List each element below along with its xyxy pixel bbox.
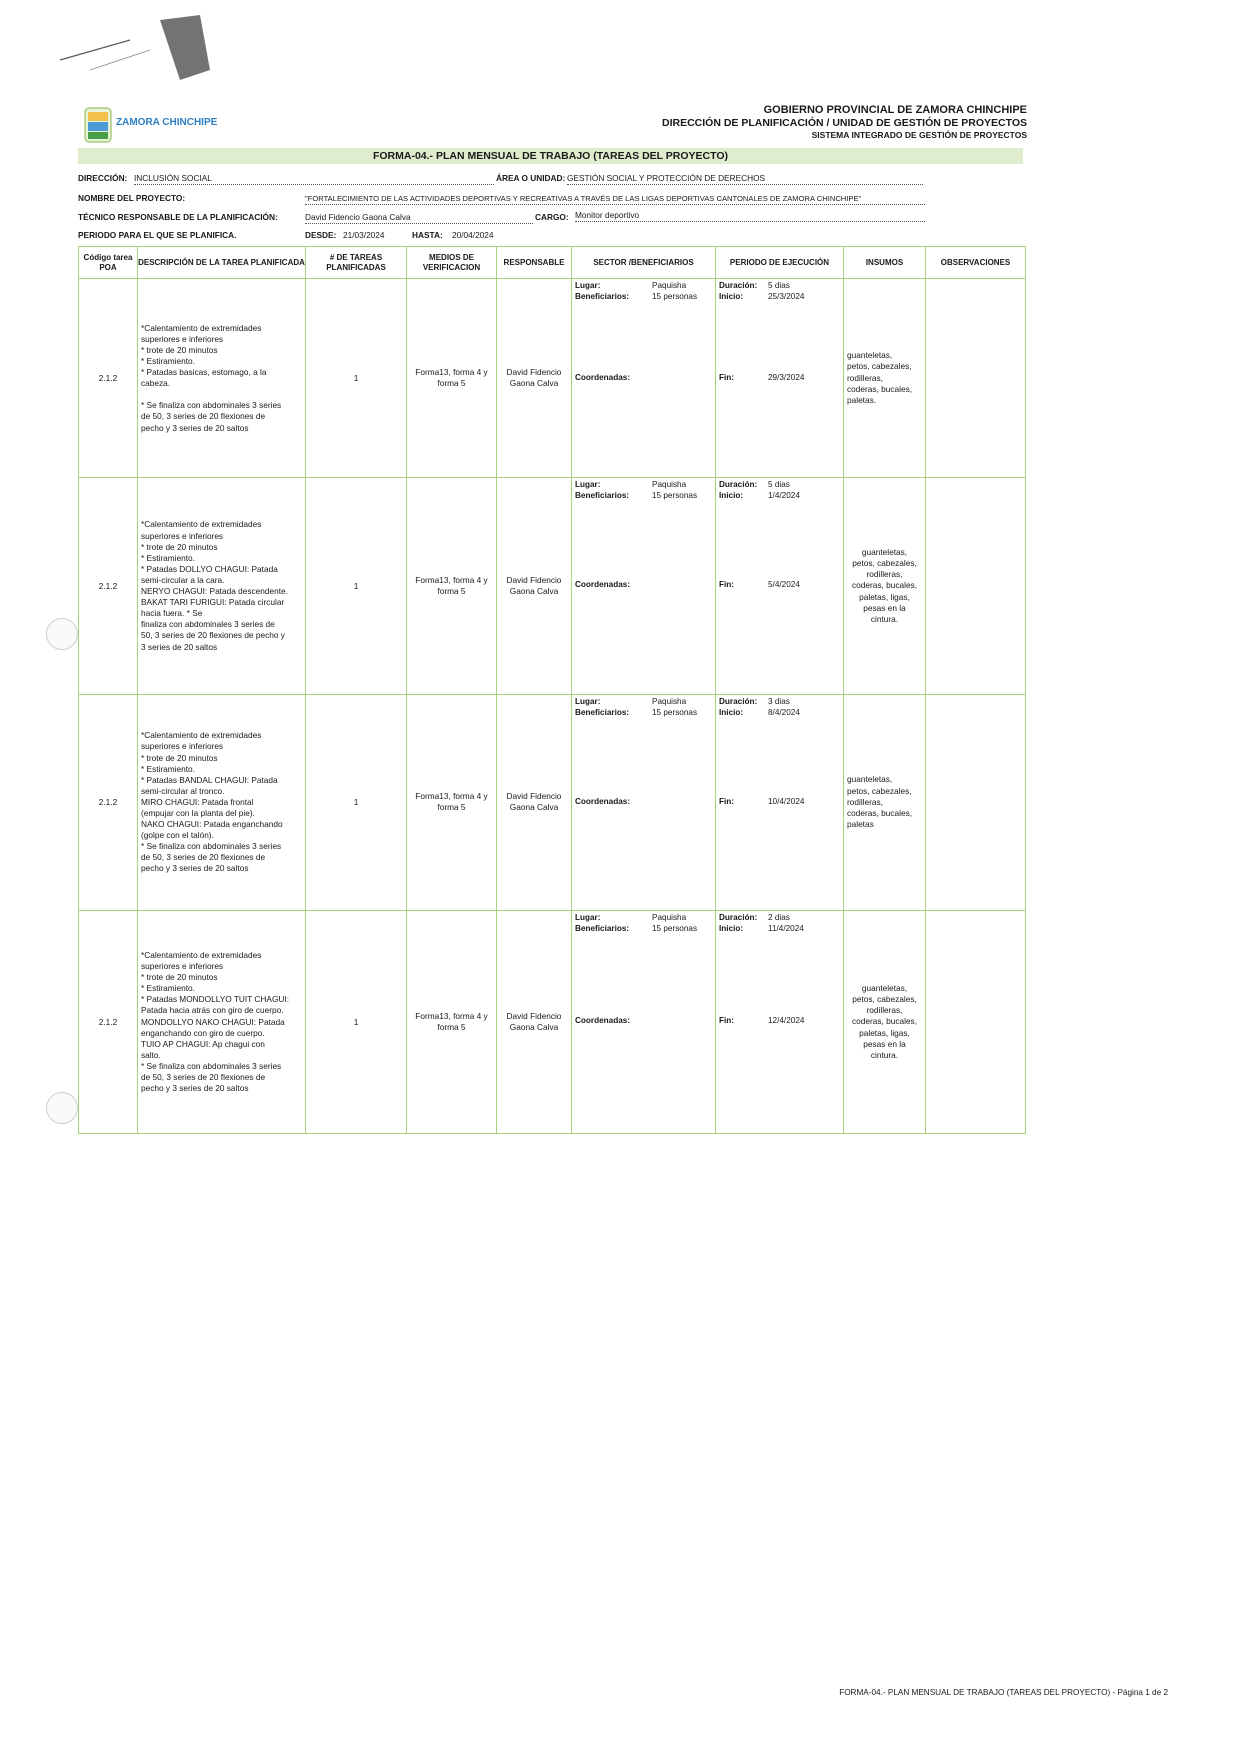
punch-hole <box>46 1092 78 1124</box>
text-line: superiores e inferiores <box>141 530 224 541</box>
duracion-label: Duración: <box>719 281 758 290</box>
text-line: paletas <box>847 819 874 830</box>
text-line: superiores e inferiores <box>141 961 224 972</box>
text-line: hacia fuera. * Se <box>141 608 203 619</box>
text-line: de 50, 3 series de 20 flexiones de <box>141 852 266 863</box>
cargo-label: CARGO: <box>535 212 569 222</box>
text-line: rodilleras, <box>847 372 883 383</box>
description-cell <box>138 279 306 478</box>
fin-value: 5/4/2024 <box>768 580 800 590</box>
text-line: NERYO CHAGUI: Patada descendente. <box>141 586 288 597</box>
text-line: coderas, bucales, <box>851 580 918 591</box>
medios-cell <box>407 478 497 694</box>
inicio-label: Inicio: <box>719 491 744 501</box>
text-line: 3 series de 20 saltos <box>141 641 218 652</box>
text-line: de 50, 3 series de 20 flexiones de <box>141 411 266 422</box>
text-line: paletas, ligas, <box>859 591 910 602</box>
text-line: 50, 3 series de 20 flexiones de pecho y <box>141 630 285 641</box>
periodo-cell <box>716 478 844 694</box>
proyecto-value: "FORTALECIMIENTO DE LAS ACTIVIDADES DEPORTIVAS Y RECREATIVAS A TRAVÉS DE LAS LIGAS DEPORTIVAS CANTONALES DE ZAMORA CHINCHIPE" <box>305 193 925 205</box>
lugar-label: Lugar: <box>575 281 601 290</box>
text-line: pesas en la <box>863 602 906 613</box>
text-line: *Calentamiento de extremidades <box>141 519 262 530</box>
lugar-label: Lugar: <box>575 913 601 923</box>
text-line: coderas, bucales, <box>847 383 913 394</box>
insumos-cell <box>844 694 926 910</box>
hasta-label: HASTA: <box>412 230 443 240</box>
text-line: rodilleras, <box>866 1005 903 1016</box>
lugar-value: Paquisha <box>652 480 687 490</box>
sector-cell <box>572 478 716 694</box>
responsable-cell <box>497 694 572 910</box>
fin-label: Fin: <box>719 580 735 590</box>
observaciones-cell <box>926 694 1026 910</box>
responsable-cell <box>497 478 572 694</box>
column-header: RESPONSABLE <box>497 247 572 279</box>
punch-hole <box>46 618 78 650</box>
lugar-value: Paquisha <box>652 281 687 290</box>
text-line: salto. <box>141 1049 161 1060</box>
text-line: * trote de 20 minutos <box>141 972 218 983</box>
code-cell: 2.1.2 <box>79 279 138 478</box>
text-line <box>141 389 302 400</box>
insumos-cell <box>844 279 926 478</box>
inicio-label: Inicio: <box>719 924 744 934</box>
text-line: David Fidencio <box>506 575 562 586</box>
zamora-chinchipe-logo <box>84 105 218 147</box>
text-line: Forma13, forma 4 y <box>415 1011 488 1022</box>
text-line: * Patadas DOLLYO CHAGUI: Patada <box>141 563 278 574</box>
text-line: enganchando con giro de cuerpo. <box>141 1027 265 1038</box>
duracion-label: Duración: <box>719 913 758 923</box>
gov-line: GOBIERNO PROVINCIAL DE ZAMORA CHINCHIPE <box>763 104 1027 116</box>
tecnico-label: TÉCNICO RESPONSABLE DE LA PLANIFICACIÓN: <box>78 212 278 222</box>
text-line: forma 5 <box>437 1022 466 1033</box>
inicio-value: 8/4/2024 <box>768 707 800 717</box>
duracion-label: Duración: <box>719 696 758 706</box>
text-line: * Se finaliza con abdominales 3 series <box>141 400 282 411</box>
text-line: rodilleras, <box>847 796 883 807</box>
text-line: semi-circular al tronco. <box>141 785 225 796</box>
beneficiarios-value: 15 personas <box>652 292 698 301</box>
text-line: Gaona Calva <box>509 1022 559 1033</box>
scan-artifact <box>50 10 230 90</box>
text-line: guanteletas, <box>861 546 908 557</box>
text-line: TUIO AP CHAGUI: Ap chagui con <box>141 1038 265 1049</box>
medios-cell <box>407 279 497 478</box>
observaciones-cell <box>926 911 1026 1134</box>
text-line: (golpe con el talón). <box>141 830 214 841</box>
code-cell: 2.1.2 <box>79 478 138 694</box>
text-line: Gaona Calva <box>509 378 559 389</box>
text-line: MIRO CHAGUI: Patada frontal <box>141 796 254 807</box>
beneficiarios-value: 15 personas <box>652 924 698 934</box>
code-cell: 2.1.2 <box>79 911 138 1134</box>
fin-label: Fin: <box>719 373 735 382</box>
fin-value: 10/4/2024 <box>768 796 805 806</box>
duracion-value: 3 dias <box>768 696 790 706</box>
text-line: (empujar con la planta del pie). <box>141 808 255 818</box>
duracion-label: Duración: <box>719 480 758 490</box>
coordenadas-label: Coordenadas: <box>575 580 631 590</box>
tasks-count-cell: 1 <box>306 694 407 910</box>
table-row <box>79 279 1026 478</box>
text-line: petos, cabezales, <box>852 993 917 1004</box>
table-row <box>79 911 1026 1134</box>
column-header: MEDIOS DE VERIFICACION <box>407 247 497 279</box>
text-line: forma 5 <box>437 802 466 813</box>
coordenadas-label: Coordenadas: <box>575 796 631 806</box>
sector-cell <box>572 911 716 1134</box>
beneficiarios-value: 15 personas <box>652 707 698 717</box>
text-line: Gaona Calva <box>509 802 559 813</box>
fin-value: 29/3/2024 <box>768 373 805 382</box>
text-line: superiores e inferiores <box>141 741 224 752</box>
column-header: # DE TAREAS PLANIFICADAS <box>306 247 407 279</box>
text-line: guanteletas, <box>861 982 908 993</box>
area-label: ÁREA O UNIDAD: <box>496 173 566 183</box>
insumos-cell <box>844 478 926 694</box>
observaciones-cell <box>926 279 1026 478</box>
lugar-label: Lugar: <box>575 696 601 706</box>
task-table <box>78 246 1026 1134</box>
logo-text: ZAMORA CHINCHIPE <box>116 117 218 128</box>
text-line: paletas. <box>847 395 877 406</box>
text-line: guanteletas, <box>847 349 893 360</box>
text-line: Forma13, forma 4 y <box>415 791 488 802</box>
text-line: * trote de 20 minutos <box>141 752 218 763</box>
table-row <box>79 478 1026 694</box>
inicio-value: 1/4/2024 <box>768 491 800 501</box>
beneficiarios-value: 15 personas <box>652 491 698 501</box>
coordenadas-label: Coordenadas: <box>575 373 631 382</box>
text-line: David Fidencio <box>506 791 562 802</box>
tasks-count-cell: 1 <box>306 279 407 478</box>
hasta-value: 20/04/2024 <box>452 230 494 240</box>
form-title: FORMA-04.- PLAN MENSUAL DE TRABAJO (TAREAS DEL PROYECTO) <box>78 148 1023 164</box>
inicio-value: 25/3/2024 <box>768 292 805 301</box>
responsable-cell <box>497 279 572 478</box>
lugar-label: Lugar: <box>575 480 601 490</box>
text-line: petos, cabezales, <box>852 557 917 568</box>
text-line: * Estiramiento. <box>141 552 195 563</box>
responsable-cell <box>497 911 572 1134</box>
page-footer: FORMA-04.- PLAN MENSUAL DE TRABAJO (TAREAS DEL PROYECTO) - Página 1 de 2 <box>839 1688 1168 1697</box>
text-line: cintura. <box>870 614 899 625</box>
description-cell <box>138 911 306 1134</box>
text-line: de 50, 3 series de 20 flexiones de <box>141 1072 266 1082</box>
text-line: * Se finaliza con abdominales 3 series <box>141 841 282 852</box>
text-line: * Patadas BANDAL CHAGUI: Patada <box>141 774 278 785</box>
medios-cell <box>407 694 497 910</box>
text-line: Patada hacia atrás con giro de cuerpo. <box>141 1005 284 1016</box>
column-header: PERIODO DE EJECUCIÓN <box>716 247 844 279</box>
beneficiarios-label: Beneficiarios: <box>575 292 630 301</box>
description-cell <box>138 478 306 694</box>
sector-cell <box>572 279 716 478</box>
tecnico-value: David Fidencio Gaona Calva <box>305 212 533 224</box>
lugar-value: Paquisha <box>652 696 687 706</box>
text-line: forma 5 <box>437 378 466 389</box>
periodo-label: PERIODO PARA EL QUE SE PLANIFICA. <box>78 230 237 240</box>
text-line: petos, cabezales, <box>847 361 912 372</box>
text-line: MONDOLLYO NAKO CHAGUI: Patada <box>141 1016 285 1027</box>
text-line: *Calentamiento de extremidades <box>141 322 262 333</box>
text-line: * Patadas basicas, estomago, a la <box>141 367 267 378</box>
sector-cell <box>572 694 716 910</box>
text-line: paletas, ligas, <box>859 1027 910 1038</box>
text-line: Forma13, forma 4 y <box>415 575 488 586</box>
fin-label: Fin: <box>719 1016 735 1026</box>
beneficiarios-label: Beneficiarios: <box>575 924 630 934</box>
tasks-count-cell: 1 <box>306 911 407 1134</box>
text-line: * trote de 20 minutos <box>141 344 218 355</box>
text-line: finaliza con abdominales 3 series de <box>141 619 275 630</box>
medios-cell <box>407 911 497 1134</box>
cargo-value: Monitor deportivo <box>575 210 925 222</box>
area-value: GESTIÓN SOCIAL Y PROTECCIÓN DE DERECHOS <box>567 173 923 185</box>
periodo-cell <box>716 279 844 478</box>
header-institution <box>662 104 1027 140</box>
inicio-value: 11/4/2024 <box>768 924 804 934</box>
column-header: DESCRIPCIÓN DE LA TAREA PLANIFICADA <box>138 247 306 279</box>
text-line: * Patadas MONDOLLYO TUIT CHAGUI: <box>141 994 290 1005</box>
insumos-cell <box>844 911 926 1134</box>
column-header: SECTOR /BENEFICIARIOS <box>572 247 716 279</box>
desde-label: DESDE: <box>305 230 337 240</box>
text-line: cabeza. <box>141 378 171 389</box>
text-line: petos, cabezales, <box>847 785 912 796</box>
duracion-value: 2 dias <box>768 913 790 923</box>
text-line: cintura. <box>870 1050 899 1061</box>
lugar-value: Paquisha <box>652 913 687 923</box>
periodo-cell <box>716 694 844 910</box>
desde-value: 21/03/2024 <box>343 230 385 240</box>
text-line: pecho y 3 series de 20 saltos <box>141 1083 249 1094</box>
duracion-value: 5 dias <box>768 281 790 290</box>
column-header: OBSERVACIONES <box>926 247 1026 279</box>
system-line: SISTEMA INTEGRADO DE GESTIÓN DE PROYECTOS <box>811 130 1027 140</box>
text-line: coderas, bucales, <box>847 808 913 819</box>
beneficiarios-label: Beneficiarios: <box>575 491 630 501</box>
text-line: NAKO CHAGUI: Patada enganchando <box>141 819 283 830</box>
proyecto-label: NOMBRE DEL PROYECTO: <box>78 193 186 203</box>
text-line: *Calentamiento de extremidades <box>141 949 262 960</box>
code-cell: 2.1.2 <box>79 694 138 910</box>
text-line: pecho y 3 series de 20 saltos <box>141 422 249 433</box>
text-line: BAKAT TARI FURIGUI: Patada circular <box>141 597 285 608</box>
duracion-value: 5 dias <box>768 480 790 490</box>
direccion-label: DIRECCIÓN: <box>78 173 128 183</box>
periodo-cell <box>716 911 844 1134</box>
tasks-count-cell: 1 <box>306 478 407 694</box>
column-header: INSUMOS <box>844 247 926 279</box>
fin-label: Fin: <box>719 796 735 806</box>
column-header: Código tarea POA <box>79 247 138 279</box>
text-line: Gaona Calva <box>509 586 559 597</box>
text-line: pesas en la <box>863 1039 906 1050</box>
text-line: David Fidencio <box>506 367 562 378</box>
text-line: * Estiramiento. <box>141 355 195 366</box>
text-line: guanteletas, <box>847 774 893 785</box>
beneficiarios-label: Beneficiarios: <box>575 707 630 717</box>
fin-value: 12/4/2024 <box>768 1016 805 1026</box>
description-cell <box>138 694 306 910</box>
observaciones-cell <box>926 478 1026 694</box>
table-row <box>79 694 1026 910</box>
dept-line: DIRECCIÓN DE PLANIFICACIÓN / UNIDAD DE GESTIÓN DE PROYECTOS <box>661 117 1027 129</box>
inicio-label: Inicio: <box>719 707 744 717</box>
text-line: Forma13, forma 4 y <box>415 367 488 378</box>
inicio-label: Inicio: <box>719 292 744 301</box>
text-line: * trote de 20 minutos <box>141 541 218 552</box>
text-line: semi-circular a la cara. <box>141 574 225 585</box>
text-line: rodilleras, <box>866 569 903 580</box>
text-line: * Estiramiento. <box>141 983 195 994</box>
text-line: * Estiramiento. <box>141 763 195 774</box>
text-line: *Calentamiento de extremidades <box>141 730 262 741</box>
table-header-row <box>79 247 1026 279</box>
text-line: coderas, bucales, <box>851 1016 918 1027</box>
text-line: pecho y 3 series de 20 saltos <box>141 863 249 874</box>
text-line: forma 5 <box>437 586 466 597</box>
text-line: * Se finaliza con abdominales 3 series <box>141 1060 282 1071</box>
coordenadas-label: Coordenadas: <box>575 1016 631 1026</box>
direccion-value: INCLUSIÓN SOCIAL <box>134 173 494 185</box>
text-line: David Fidencio <box>506 1011 562 1022</box>
text-line: superiores e inferiores <box>141 333 224 344</box>
